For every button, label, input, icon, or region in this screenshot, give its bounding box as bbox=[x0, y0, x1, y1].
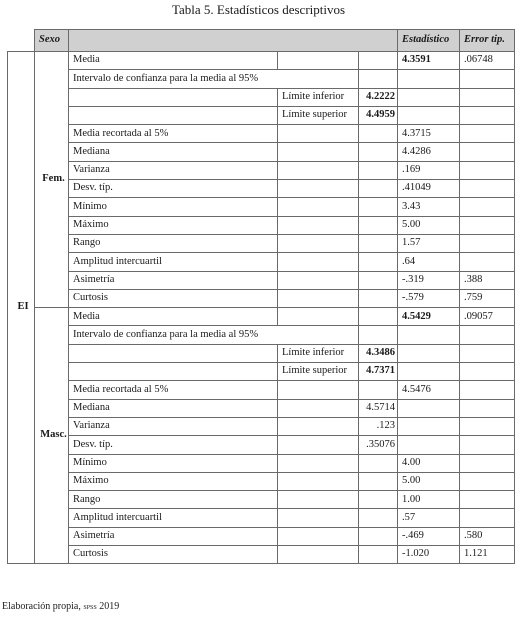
error-value bbox=[460, 491, 515, 509]
error-value bbox=[460, 198, 515, 216]
estadistico-value bbox=[398, 436, 460, 454]
stat-value bbox=[359, 271, 398, 289]
estadistico-value: 4.4286 bbox=[398, 143, 460, 161]
stat-value: .123 bbox=[359, 417, 398, 435]
estadistico-value bbox=[398, 326, 460, 344]
stat-value bbox=[359, 253, 398, 271]
row-label: Curtosis bbox=[69, 546, 278, 564]
stat-value bbox=[359, 381, 398, 399]
estadistico-value bbox=[398, 88, 460, 106]
row-label: Asimetría bbox=[69, 271, 278, 289]
variable-label: EI bbox=[8, 52, 35, 564]
row-sublabel bbox=[278, 417, 359, 435]
row-label: Rango bbox=[69, 234, 278, 252]
row-sublabel bbox=[278, 125, 359, 143]
row-sublabel: Límite superior bbox=[278, 363, 359, 381]
table-row bbox=[8, 399, 515, 417]
estadistico-value: -.469 bbox=[398, 527, 460, 545]
stat-value bbox=[359, 198, 398, 216]
row-label: Desv. típ. bbox=[69, 180, 278, 198]
error-value bbox=[460, 180, 515, 198]
row-sublabel bbox=[278, 143, 359, 161]
descriptive-stats-table bbox=[7, 29, 515, 564]
error-value bbox=[460, 88, 515, 106]
table-row bbox=[8, 253, 515, 271]
table-row bbox=[8, 546, 515, 564]
error-value: .06748 bbox=[460, 52, 515, 70]
table-row bbox=[8, 527, 515, 545]
error-value bbox=[460, 70, 515, 88]
estadistico-value: 5.00 bbox=[398, 472, 460, 490]
error-value: 1.121 bbox=[460, 546, 515, 564]
estadistico-value: 1.00 bbox=[398, 491, 460, 509]
estadistico-value bbox=[398, 106, 460, 124]
error-value bbox=[460, 454, 515, 472]
table-row bbox=[8, 326, 515, 344]
footer-note: Elaboración propia, spss 2019 bbox=[2, 601, 120, 612]
error-value bbox=[460, 381, 515, 399]
row-sublabel bbox=[278, 546, 359, 564]
estadistico-value: 4.3591 bbox=[398, 52, 460, 70]
row-sublabel bbox=[278, 472, 359, 490]
row-label: Curtosis bbox=[69, 289, 278, 307]
estadistico-value bbox=[398, 399, 460, 417]
estadistico-value bbox=[398, 363, 460, 381]
stat-value bbox=[359, 180, 398, 198]
error-header: Error tip. bbox=[460, 30, 515, 52]
row-sublabel bbox=[278, 436, 359, 454]
error-value bbox=[460, 106, 515, 124]
estadistico-value: 5.00 bbox=[398, 216, 460, 234]
table-row bbox=[8, 491, 515, 509]
table-row bbox=[8, 234, 515, 252]
stat-value bbox=[359, 234, 398, 252]
row-sublabel bbox=[278, 509, 359, 527]
group-label: Masc. bbox=[35, 308, 69, 564]
header-row bbox=[8, 30, 515, 52]
estadistico-value: 4.00 bbox=[398, 454, 460, 472]
row-sublabel bbox=[278, 289, 359, 307]
row-sublabel bbox=[278, 454, 359, 472]
table-row bbox=[8, 161, 515, 179]
row-label: Asimetría bbox=[69, 527, 278, 545]
group-label: Fem. bbox=[35, 52, 69, 308]
error-value bbox=[460, 472, 515, 490]
row-label bbox=[69, 106, 278, 124]
stat-value bbox=[359, 52, 398, 70]
error-value bbox=[460, 436, 515, 454]
error-value bbox=[460, 326, 515, 344]
table-row bbox=[8, 289, 515, 307]
stat-value bbox=[359, 509, 398, 527]
estadistico-value: 1.57 bbox=[398, 234, 460, 252]
table-row bbox=[8, 106, 515, 124]
stat-value bbox=[359, 125, 398, 143]
stat-value bbox=[359, 491, 398, 509]
estadistico-value bbox=[398, 344, 460, 362]
row-label bbox=[69, 363, 278, 381]
row-label: Mediana bbox=[69, 399, 278, 417]
row-label: Intervalo de confianza para la media al 95% bbox=[69, 70, 359, 88]
table-row bbox=[8, 180, 515, 198]
estadistico-value: -.579 bbox=[398, 289, 460, 307]
stat-value bbox=[359, 454, 398, 472]
row-sublabel bbox=[278, 234, 359, 252]
error-value bbox=[460, 143, 515, 161]
table-row bbox=[8, 454, 515, 472]
table-row bbox=[8, 417, 515, 435]
row-sublabel bbox=[278, 52, 359, 70]
table-row bbox=[8, 308, 515, 326]
stat-value bbox=[359, 161, 398, 179]
estadistico-value: .64 bbox=[398, 253, 460, 271]
estadistico-value bbox=[398, 70, 460, 88]
stat-value bbox=[359, 326, 398, 344]
table-row bbox=[8, 143, 515, 161]
row-sublabel bbox=[278, 399, 359, 417]
row-label: Desv. típ. bbox=[69, 436, 278, 454]
row-label: Mínimo bbox=[69, 198, 278, 216]
stat-value: 4.7371 bbox=[359, 363, 398, 381]
row-sublabel: Límite inferior bbox=[278, 88, 359, 106]
error-value bbox=[460, 399, 515, 417]
error-value: .759 bbox=[460, 289, 515, 307]
error-value bbox=[460, 509, 515, 527]
row-sublabel bbox=[278, 381, 359, 399]
stat-value: 4.5714 bbox=[359, 399, 398, 417]
estadistico-value: .41049 bbox=[398, 180, 460, 198]
row-label: Varianza bbox=[69, 417, 278, 435]
error-value bbox=[460, 417, 515, 435]
row-sublabel: Límite superior bbox=[278, 106, 359, 124]
row-label: Máximo bbox=[69, 472, 278, 490]
row-sublabel bbox=[278, 161, 359, 179]
table-row bbox=[8, 198, 515, 216]
row-label: Intervalo de confianza para la media al 95% bbox=[69, 326, 359, 344]
estadistico-value: 4.3715 bbox=[398, 125, 460, 143]
table-row bbox=[8, 436, 515, 454]
estadistico-value: -.319 bbox=[398, 271, 460, 289]
error-value bbox=[460, 161, 515, 179]
stat-value: .35076 bbox=[359, 436, 398, 454]
error-value bbox=[460, 344, 515, 362]
stat-value: 4.4959 bbox=[359, 106, 398, 124]
row-sublabel bbox=[278, 216, 359, 234]
estadistico-header: Estadístico bbox=[398, 30, 460, 52]
stat-value bbox=[359, 546, 398, 564]
table-row bbox=[8, 88, 515, 106]
error-value: .09057 bbox=[460, 308, 515, 326]
estadistico-value: 3.43 bbox=[398, 198, 460, 216]
error-value bbox=[460, 125, 515, 143]
row-label: Mediana bbox=[69, 143, 278, 161]
row-sublabel bbox=[278, 491, 359, 509]
table-title: Tabla 5. Estadísticos descriptivos bbox=[171, 2, 346, 17]
stat-value bbox=[359, 527, 398, 545]
table-row bbox=[8, 216, 515, 234]
table-row bbox=[8, 472, 515, 490]
row-sublabel bbox=[278, 271, 359, 289]
estadistico-value: .57 bbox=[398, 509, 460, 527]
row-label: Amplitud intercuartil bbox=[69, 509, 278, 527]
stat-value bbox=[359, 143, 398, 161]
table-row bbox=[8, 363, 515, 381]
row-sublabel bbox=[278, 198, 359, 216]
table-row bbox=[8, 381, 515, 399]
estadistico-value: .169 bbox=[398, 161, 460, 179]
row-label: Rango bbox=[69, 491, 278, 509]
table-row bbox=[8, 509, 515, 527]
row-sublabel bbox=[278, 308, 359, 326]
row-sublabel: Límite inferior bbox=[278, 344, 359, 362]
table-row bbox=[8, 52, 515, 70]
error-value bbox=[460, 216, 515, 234]
estadistico-value: 4.5429 bbox=[398, 308, 460, 326]
error-value: .388 bbox=[460, 271, 515, 289]
row-sublabel bbox=[278, 253, 359, 271]
error-value bbox=[460, 363, 515, 381]
row-label: Máximo bbox=[69, 216, 278, 234]
row-label: Media recortada al 5% bbox=[69, 125, 278, 143]
row-sublabel bbox=[278, 180, 359, 198]
stat-value bbox=[359, 216, 398, 234]
row-label: Varianza bbox=[69, 161, 278, 179]
stat-value bbox=[359, 289, 398, 307]
stat-value bbox=[359, 472, 398, 490]
error-value bbox=[460, 253, 515, 271]
table-row bbox=[8, 271, 515, 289]
row-label: Media bbox=[69, 308, 278, 326]
estadistico-value: -1.020 bbox=[398, 546, 460, 564]
stat-value: 4.2222 bbox=[359, 88, 398, 106]
row-label: Media bbox=[69, 52, 278, 70]
table-row bbox=[8, 344, 515, 362]
row-label: Media recortada al 5% bbox=[69, 381, 278, 399]
row-label: Mínimo bbox=[69, 454, 278, 472]
stat-value bbox=[359, 308, 398, 326]
row-label: Amplitud intercuartil bbox=[69, 253, 278, 271]
row-label bbox=[69, 88, 278, 106]
stat-value: 4.3486 bbox=[359, 344, 398, 362]
table-row bbox=[8, 70, 515, 88]
sexo-header: Sexo bbox=[35, 30, 69, 52]
stat-value bbox=[359, 70, 398, 88]
error-value bbox=[460, 234, 515, 252]
table-row bbox=[8, 125, 515, 143]
row-label bbox=[69, 344, 278, 362]
estadistico-value bbox=[398, 417, 460, 435]
row-sublabel bbox=[278, 527, 359, 545]
error-value: .580 bbox=[460, 527, 515, 545]
estadistico-value: 4.5476 bbox=[398, 381, 460, 399]
